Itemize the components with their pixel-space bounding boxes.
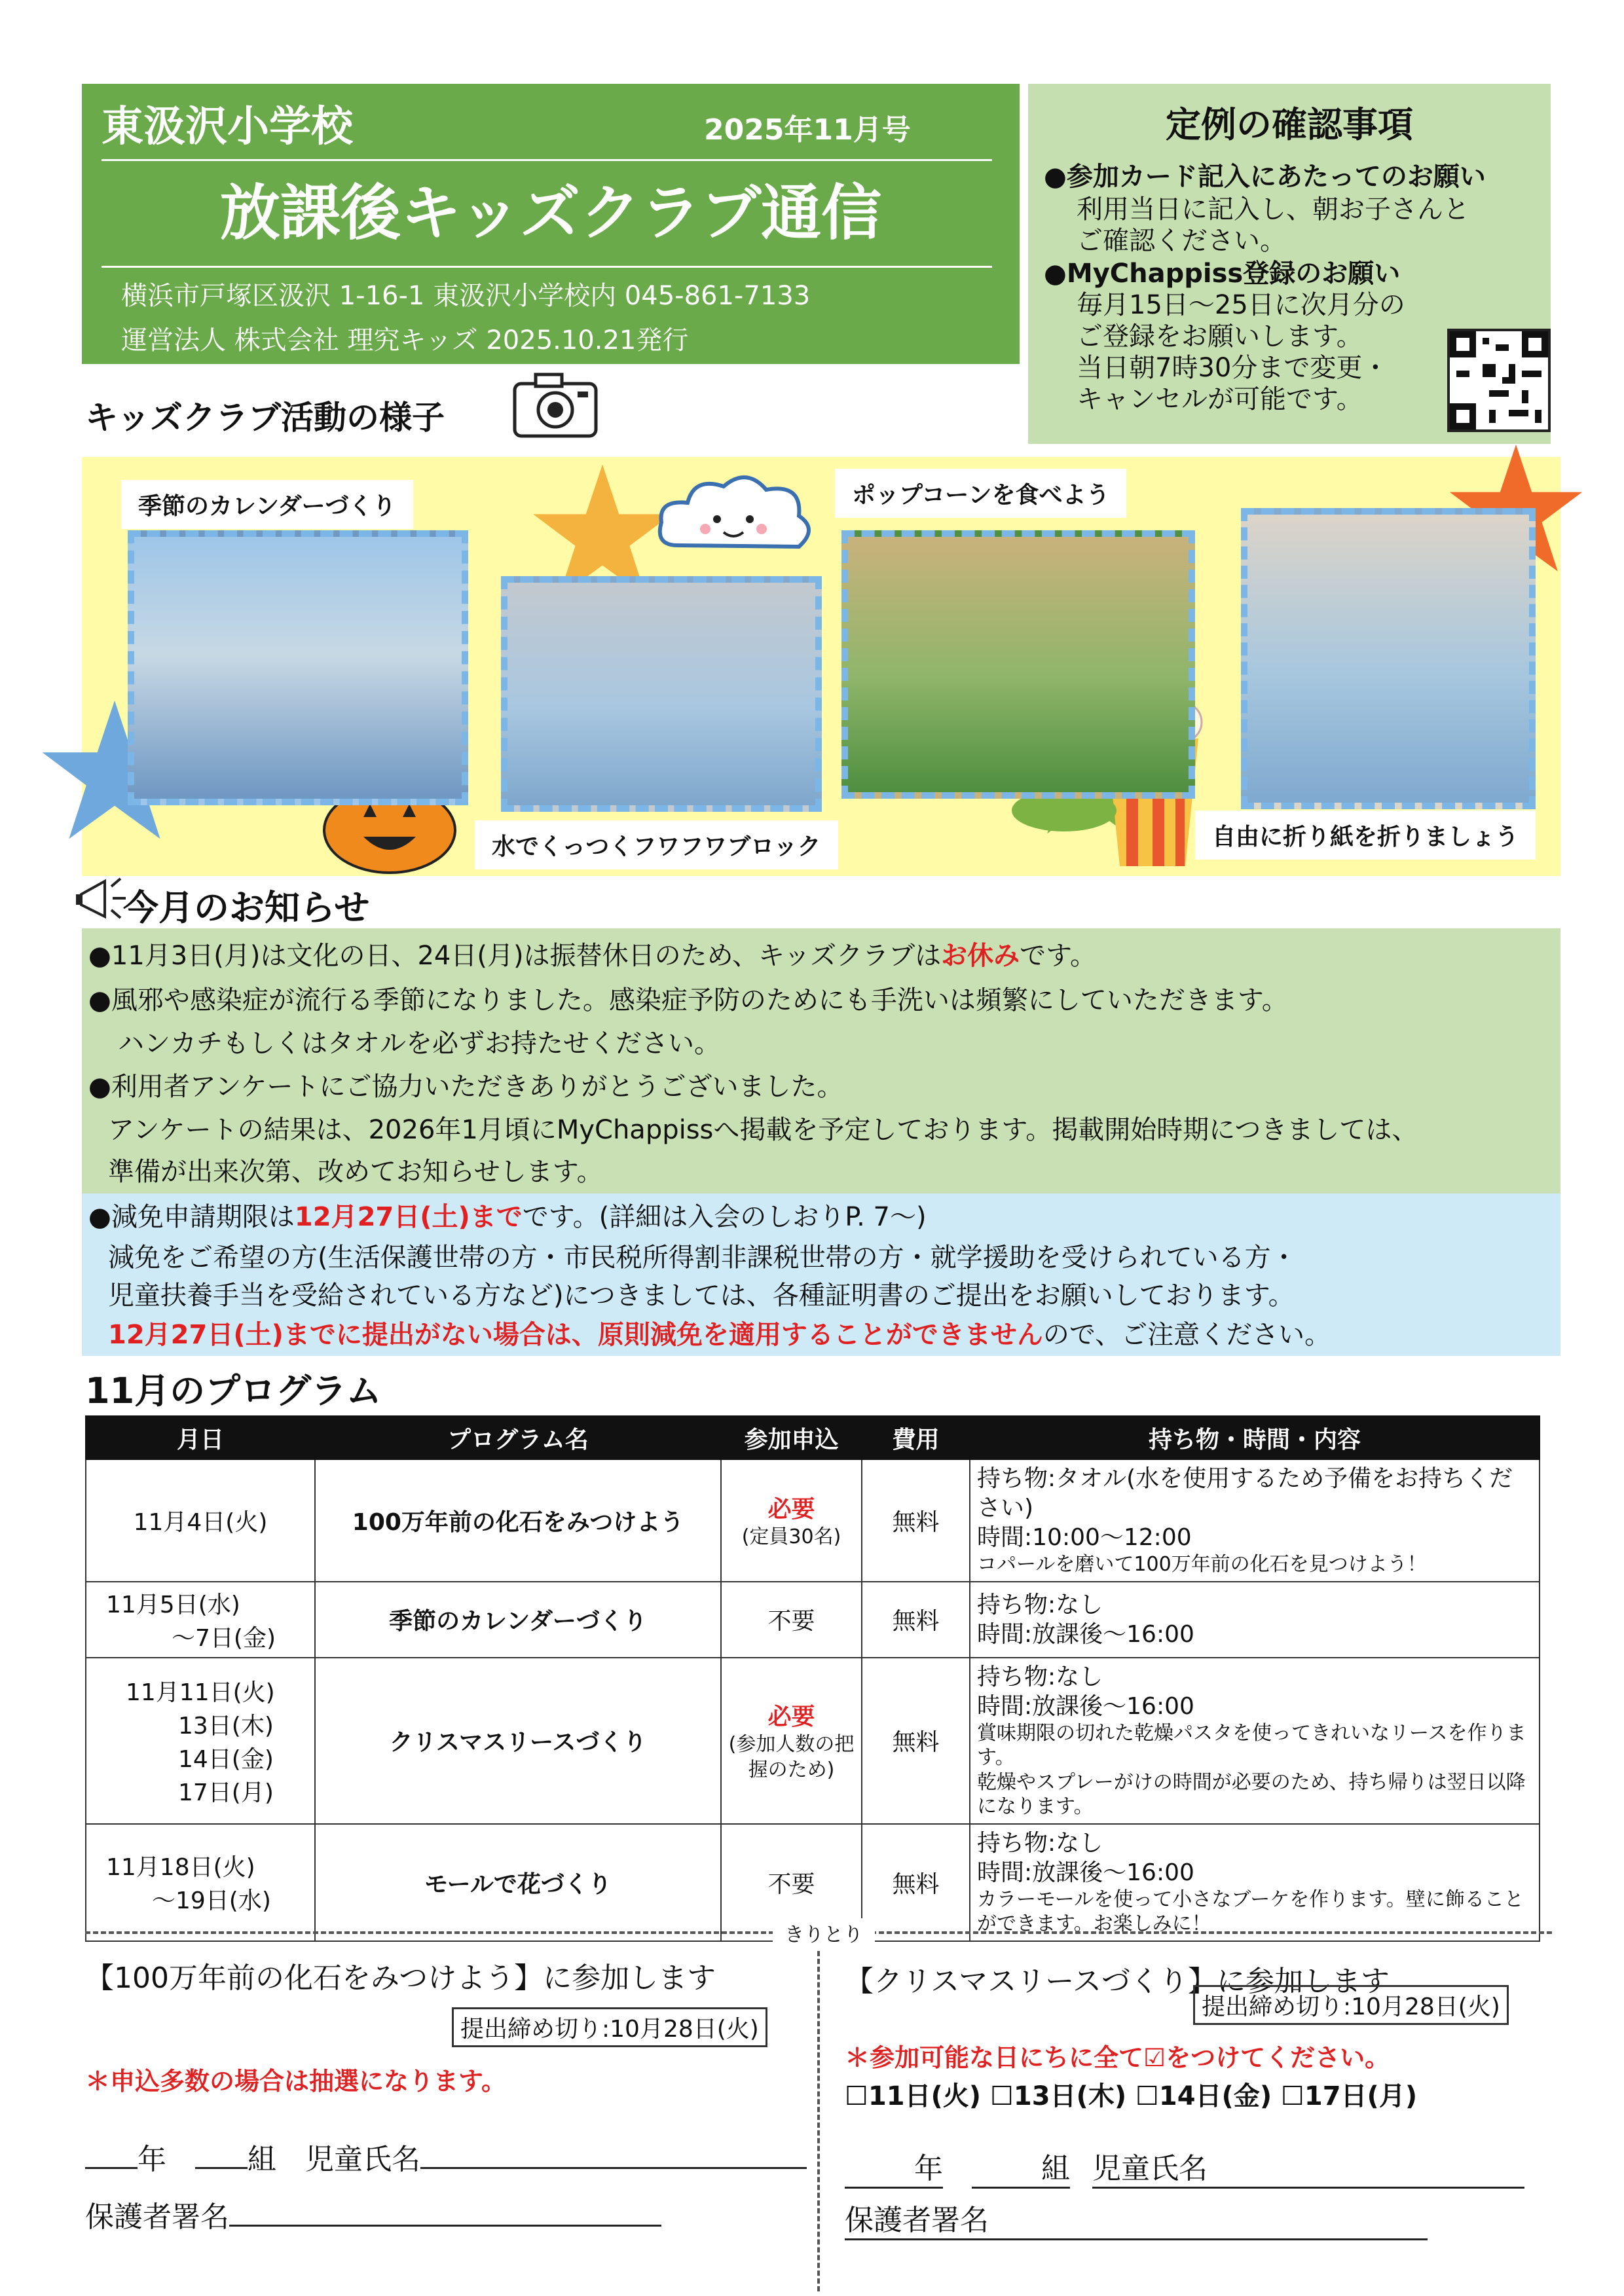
activities-title: キッズクラブ活動の様子 — [85, 399, 445, 437]
cut-line — [85, 1918, 1552, 1944]
form-left-class-line[interactable]: 年 組 児童氏名 — [85, 2136, 807, 2178]
school-name: 東汲沢小学校 — [101, 103, 353, 151]
fee-cell: 無料 — [862, 1582, 970, 1658]
notice-line: 毎月15日～25日に次月分の — [1077, 290, 1405, 320]
news-item-2b: ハンカチもしくはタオルを必ずお持たせください。 — [118, 1029, 720, 1059]
address: 横浜市戸塚区汲沢 1-16-1 東汲沢小学校内 045-861-7133 — [121, 281, 811, 311]
apply-cell: 不要 — [721, 1582, 862, 1658]
form-right-deadline: 提出締め切り:10月28日(火) — [1193, 1985, 1509, 2025]
apply-cell: 必要 (定員30名) — [721, 1459, 862, 1582]
issue-label: 2025年11月号 — [704, 113, 911, 147]
table-row — [86, 1582, 1540, 1658]
fee-cell: 無料 — [862, 1459, 970, 1582]
date-cell: 11月4日(火) — [86, 1459, 315, 1582]
form-left-title: 【100万年前の化石をみつけよう】に参加します — [85, 1961, 716, 1995]
date-cell: 11月18日(火) ～19日(水) — [86, 1824, 315, 1941]
form-right-days[interactable]: ☐11日(火) ☐13日(木) ☐14日(金) ☐17日(月) — [845, 2081, 1418, 2111]
program-name: クリスマスリースづくり — [315, 1658, 721, 1824]
notice-title: 定例の確認事項 — [1166, 104, 1413, 145]
camera-icon — [509, 368, 601, 440]
col-header: 参加申込 — [721, 1416, 862, 1459]
notice-line: ご登録をお願いします。 — [1077, 321, 1363, 352]
news-item-4b: 減免をご希望の方(生活保護世帯の方・市民税所得割非課税世帯の方・就学援助を受けられている方・ — [108, 1243, 1297, 1273]
news-blue-box — [82, 1194, 1560, 1356]
form-right-guardian[interactable]: 保護者署名 — [845, 2196, 1428, 2240]
details-cell: 持ち物:なし 時間:放課後～16:00 賞味期限の切れた乾燥パスタを使ってきれいなリースを作ります。 乾燥やスプレーがけの時間が必要のため、持ち帰りは翌日以降になります。 — [970, 1658, 1540, 1824]
news-item-1: ●11月3日(月)は文化の日、24日(月)は振替休日のため、キッズクラブはお休みです。 — [88, 941, 1096, 971]
caption-calendar: 季節のカレンダーづくり — [121, 480, 413, 529]
photo-popcorn — [841, 530, 1195, 799]
photo-origami — [1241, 508, 1536, 809]
vertical-cut-line — [817, 1951, 820, 2291]
regular-notice-box — [1028, 84, 1551, 444]
notice-line: キャンセルが可能です。 — [1077, 384, 1363, 414]
news-item-3c: 準備が出来次第、改めてお知らせします。 — [108, 1157, 603, 1187]
table-row — [86, 1658, 1540, 1824]
qr-code[interactable] — [1447, 329, 1551, 432]
col-header: プログラム名 — [315, 1416, 721, 1459]
col-header: 費用 — [862, 1416, 970, 1459]
program-name: 季節のカレンダーづくり — [315, 1582, 721, 1658]
program-name: モールで花づくり — [315, 1824, 721, 1941]
photo-blocks — [501, 576, 822, 812]
news-item-2: ●風邪や感染症が流行る季節になりました。感染症予防のためにも手洗いは頻繁にしていただきます。 — [88, 985, 1288, 1015]
news-green-box — [82, 928, 1560, 1194]
program-name: 100万年前の化石をみつけよう — [315, 1459, 721, 1582]
caption-popcorn: ポップコーンを食べよう — [835, 469, 1126, 518]
news-item-4c: 児童扶養手当を受給されている方など)につきましては、各種証明書のご提出をお願いしております。 — [108, 1281, 1295, 1311]
details-cell: 持ち物:タオル(水を使用するため予備をお持ちください) 時間:10:00～12:00 コパールを磨いて100万年前の化石を見つけよう！ — [970, 1459, 1540, 1582]
fee-cell: 無料 — [862, 1824, 970, 1941]
header-divider — [101, 266, 992, 268]
cloud-icon — [652, 467, 822, 565]
newsletter-title: 放課後キッズクラブ通信 — [219, 178, 882, 248]
col-header: 持ち物・時間・内容 — [970, 1416, 1540, 1459]
details-cell: 持ち物:なし 時間:放課後～16:00 カラーモールを使って小さなブーケを作ります。壁に飾ることができます。お楽しみに！ — [970, 1824, 1540, 1941]
news-title: 今月のお知らせ — [123, 887, 370, 928]
notice-line: 利用当日に記入し、朝お子さんと — [1077, 194, 1469, 225]
news-item-3: ●利用者アンケートにご協力いただきありがとうございました。 — [88, 1072, 843, 1102]
apply-cell: 不要 — [721, 1824, 862, 1941]
newsletter-header — [82, 84, 1020, 364]
apply-cell: 必要 (参加人数の把握のため) — [721, 1658, 862, 1824]
program-table — [85, 1415, 1540, 1942]
date-cell: 11月11日(火) 13日(木) 14日(金) 17日(月) — [86, 1658, 315, 1824]
notice-line: ●MyChappiss登録のお願い — [1044, 259, 1401, 289]
fee-cell: 無料 — [862, 1658, 970, 1824]
publisher: 運営法人 株式会社 理究キッズ 2025.10.21発行 — [121, 325, 689, 355]
caption-origami: 自由に折り紙を折りましょう — [1195, 811, 1536, 860]
form-right-class-line[interactable]: 年 組 児童氏名 — [845, 2145, 1524, 2189]
cut-label: きりとり — [773, 1918, 875, 1947]
table-header-row — [86, 1416, 1540, 1459]
col-header: 月日 — [86, 1416, 315, 1459]
notice-line: ご確認ください。 — [1077, 226, 1286, 256]
form-right-note: ＊参加可能な日にちに全て☑をつけてください。 — [845, 2043, 1390, 2072]
news-item-4: ●減免申請期限は12月27日(土)までです。(詳細は入会のしおりP. 7～) — [88, 1202, 927, 1232]
photo-calendar — [128, 530, 468, 805]
form-left-note: ＊申込多数の場合は抽選になります。 — [85, 2067, 506, 2096]
program-title: 11月のプログラム — [85, 1370, 382, 1412]
details-cell: 持ち物:なし 時間:放課後～16:00 — [970, 1582, 1540, 1658]
form-right-title: 【クリスマスリースづくり】に参加します — [845, 1965, 1390, 1998]
header-divider — [101, 159, 992, 161]
news-item-4d: 12月27日(土)までに提出がない場合は、原則減免を適用することができませんので、ご注意ください。 — [108, 1320, 1331, 1350]
form-left-guardian[interactable]: 保護者署名 — [85, 2193, 661, 2235]
notice-line: 当日朝7時30分まで変更・ — [1077, 353, 1389, 383]
news-item-3b: アンケートの結果は、2026年1月頃にMyChappissへ掲載を予定しております。掲載開始時期につきましては、 — [108, 1115, 1418, 1145]
form-left-deadline: 提出締め切り:10月28日(火) — [452, 2007, 767, 2047]
table-row — [86, 1459, 1540, 1582]
caption-blocks: 水でくっつくフワフワブロック — [475, 820, 838, 869]
notice-line: ●参加カード記入にあたってのお願い — [1044, 162, 1486, 192]
activity-photo-area — [82, 457, 1560, 876]
date-cell: 11月5日(水) ～7日(金) — [86, 1582, 315, 1658]
